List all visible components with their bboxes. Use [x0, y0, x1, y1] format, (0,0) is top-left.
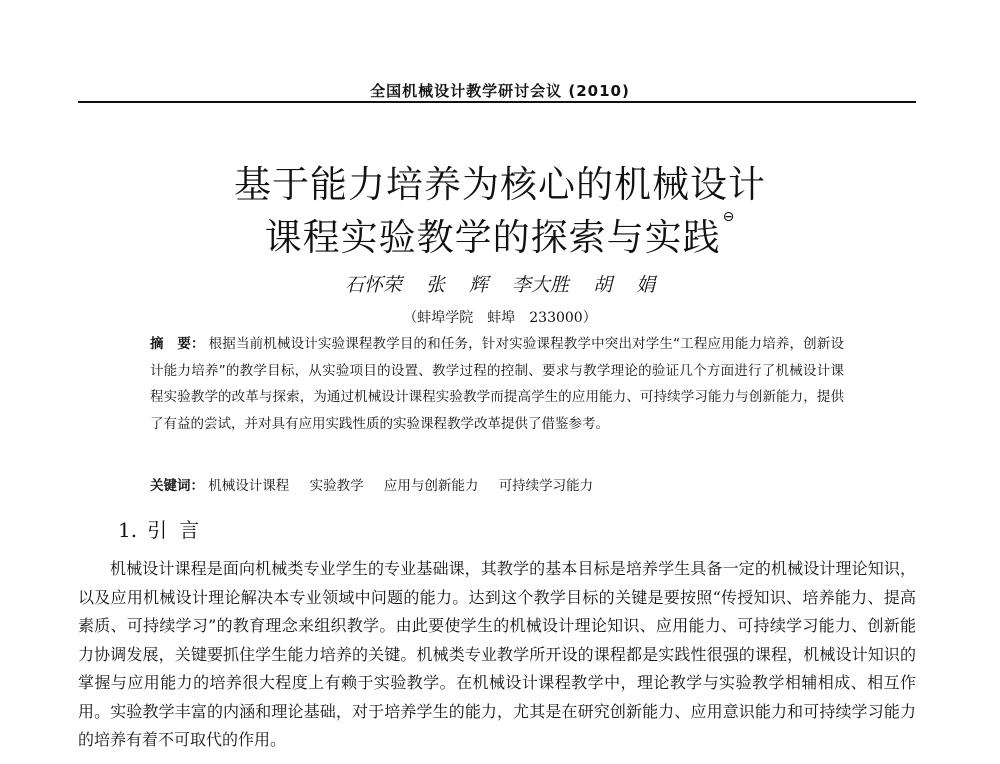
keyword: 实验教学	[309, 478, 364, 494]
author: 李大胜	[512, 274, 570, 296]
affiliation: （蚌埠学院 蚌埠 233000）	[403, 310, 597, 326]
section-heading	[118, 514, 211, 543]
author: 张 辉	[425, 274, 488, 296]
abstract	[150, 331, 844, 437]
paper-title-line-1	[0, 154, 1000, 208]
keyword: 机械设计课程	[208, 478, 290, 494]
title-line-2-text: 课程实验教学的探索与实践	[264, 216, 721, 259]
section-number: 1.	[118, 518, 138, 542]
author-list	[0, 270, 1000, 297]
title-line-1-text: 基于能力培养为核心的机械设计	[234, 163, 766, 206]
author: 石怀荣	[344, 274, 402, 296]
header-rule	[78, 101, 916, 103]
abstract-label: 摘 要：	[150, 336, 205, 352]
keyword: 应用与创新能力	[383, 478, 479, 494]
running-header: 全国机械设计教学研讨会议 (2010)	[370, 82, 630, 100]
keywords-label: 关键词：	[150, 478, 204, 494]
author: 胡 娟	[593, 274, 656, 296]
section-title: 引言	[147, 518, 212, 542]
keywords	[150, 474, 844, 494]
body-paragraph: 机械设计课程是面向机械类专业学生的专业基础课，其教学的基本目标是培养学生具备一定的机械设计理论知识，以及应用机械设计理论解决本专业领域中问题的能力。达到这个教学目标的关键是要按照“传授知识、培养能力、提高素质、可持续学习”的教育理念来组织教学。由此要使学生的机械设计理论知识、应用能力、可持续学习能力、创新能力协调发展，关键要抓住学生能力培养的关键。机械类专业教学所开设的课程都是实践性很强的课程，机械设计知识的掌握与应用能力的培养很大程度上有赖于实验教学。在机械设计课程教学中，理论教学与实验教学相辅相成、相互作用。实验教学丰富的内涵和理论基础，对于培养学生的能力，尤其是在研究创新能力、应用意识能力和可持续学习能力的培养有着不可取代的作用。	[78, 559, 916, 749]
keyword: 可持续学习能力	[498, 478, 594, 494]
footnote-marker: ⊖	[722, 209, 736, 225]
abstract-text: 根据当前机械设计实验课程教学目的和任务，针对实验课程教学中突出对学生“工程应用能力培养，创新设计能力培养”的教学目标，从实验项目的设置、教学过程的控制、要求与教学理论的验证几个方面进行了机械设计课程实验教学的改革与探索，为通过机械设计课程实验教学而提高学生的应用能力、可持续学习能力与创新能力，提供了有益的尝试，并对具有应用实践性质的实验课程教学改革提供了借鉴参考。	[150, 336, 844, 432]
paper-title-line-2	[0, 207, 1000, 261]
